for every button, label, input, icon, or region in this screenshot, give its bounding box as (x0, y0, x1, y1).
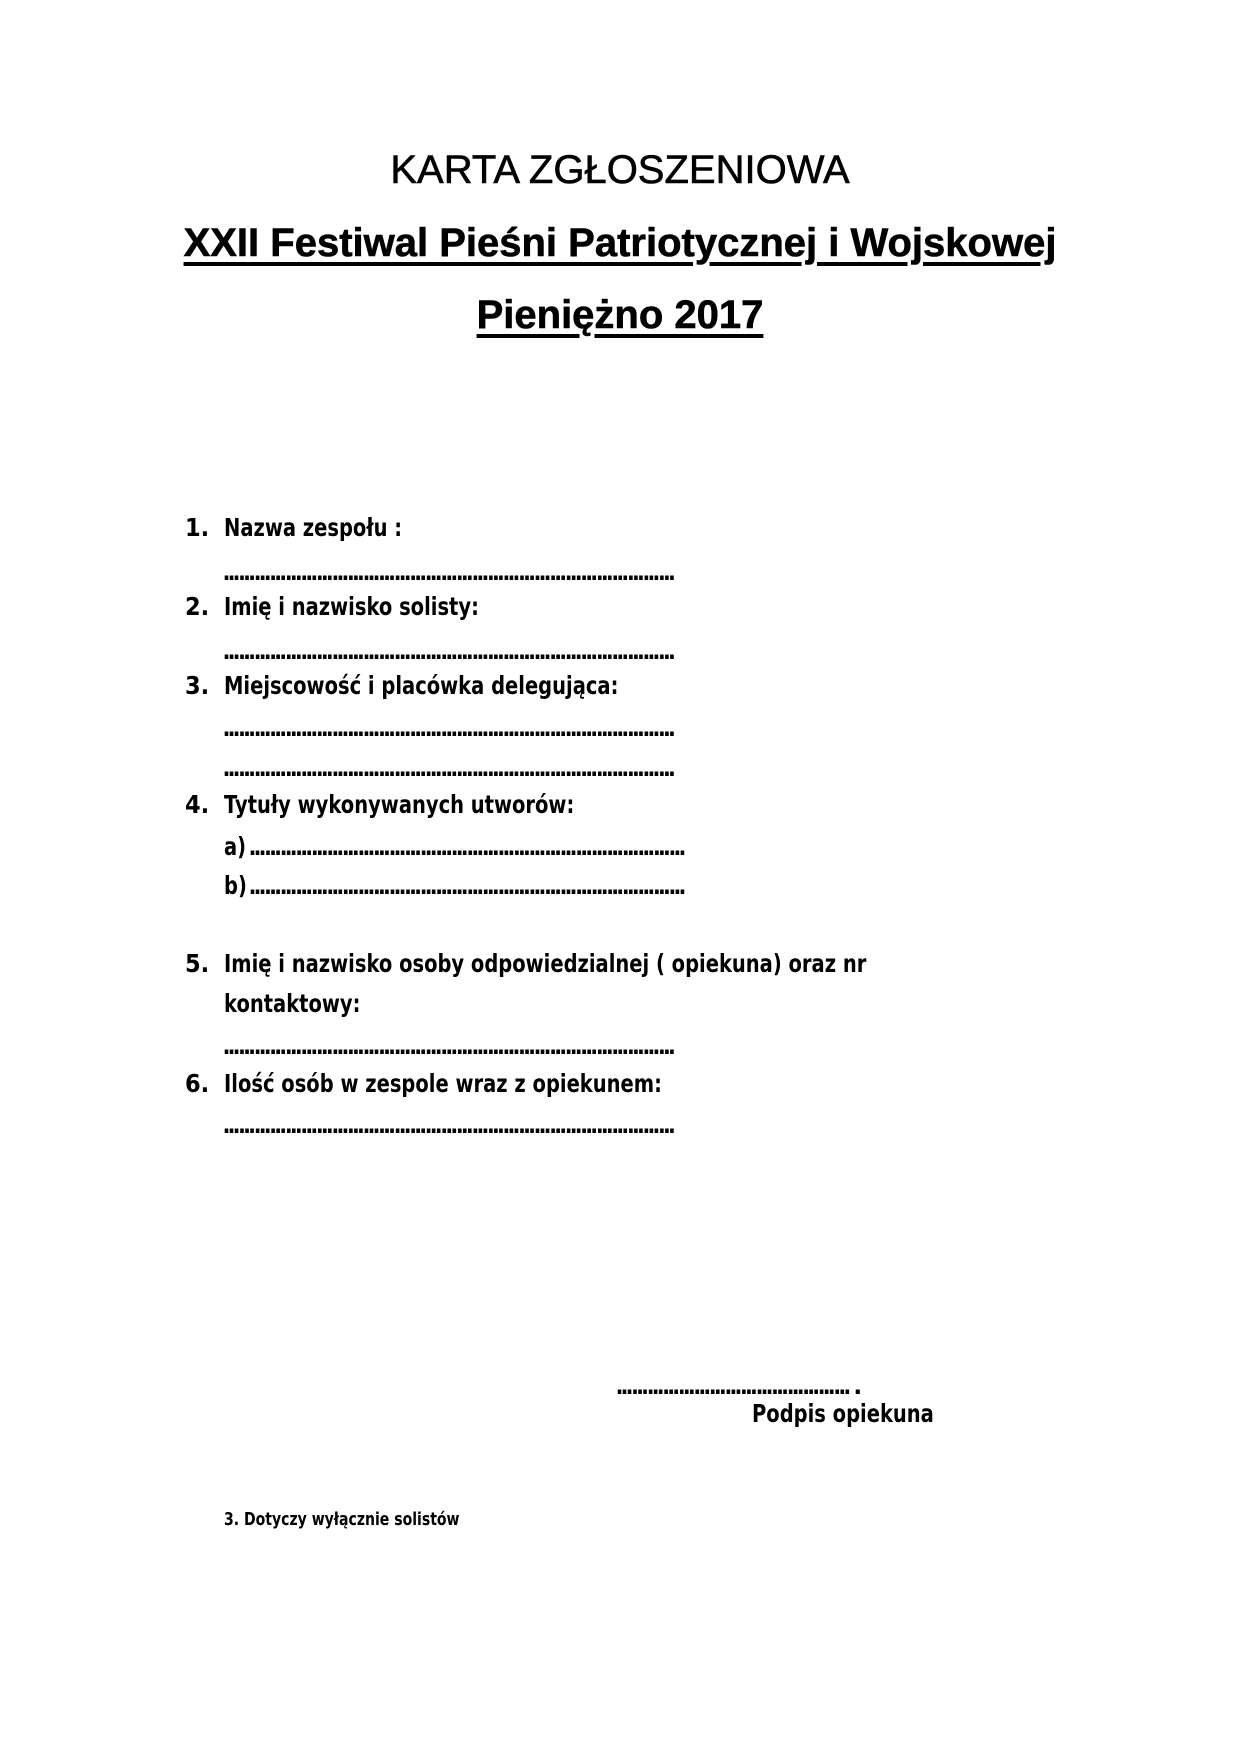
signature-label: Podpis opiekuna (752, 1399, 934, 1428)
fill-in-line[interactable]: …………………………………………………………………………… (224, 713, 675, 742)
form-title: KARTA ZGŁOSZENIOWA (390, 148, 850, 192)
field-number: 1. (185, 513, 210, 542)
field-label: Miejscowość i placówka delegująca: (224, 671, 619, 700)
fill-in-line[interactable]: …………………………………………………………………………… (224, 1110, 675, 1139)
field-number: 2. (185, 592, 210, 621)
fill-in-line[interactable]: ………………………………………………………………………… (250, 832, 686, 861)
field-label: Ilość osób w zespole wraz z opiekunem: (224, 1069, 662, 1098)
field-number: 4. (185, 790, 210, 819)
field-label: Tytuły wykonywanych utworów: (224, 790, 575, 819)
sub-item-prefix: a) (224, 832, 247, 861)
field-number: 3. (185, 671, 210, 700)
signature-line[interactable]: ………………………………………. (617, 1371, 866, 1400)
field-number: 5. (185, 949, 210, 978)
fill-in-line[interactable]: …………………………………………………………………………… (224, 557, 675, 586)
fill-in-line[interactable]: …………………………………………………………………………… (224, 636, 675, 665)
fill-in-line[interactable]: …………………………………………………………………………… (224, 753, 675, 782)
field-label: Imię i nazwisko solisty: (224, 592, 479, 621)
field-number: 6. (185, 1069, 210, 1098)
sub-item-prefix: b) (224, 871, 247, 900)
fill-in-line[interactable]: ………………………………………………………………………… (250, 871, 686, 900)
place-and-year: Pieniężno 2017 (476, 293, 764, 337)
fill-in-line[interactable]: …………………………………………………………………………… (224, 1031, 675, 1060)
field-label: Imię i nazwisko osoby odpowiedzialnej ( opiekuna) oraz nr (224, 949, 867, 978)
footnote: 3. Dotyczy wyłącznie solistów (224, 1509, 460, 1530)
field-label: Nazwa zespołu : (224, 513, 403, 542)
festival-name: XXII Festiwal Pieśni Patriotycznej i Wojskowej (183, 221, 1057, 265)
field-label-continuation: kontaktowy: (224, 989, 361, 1018)
